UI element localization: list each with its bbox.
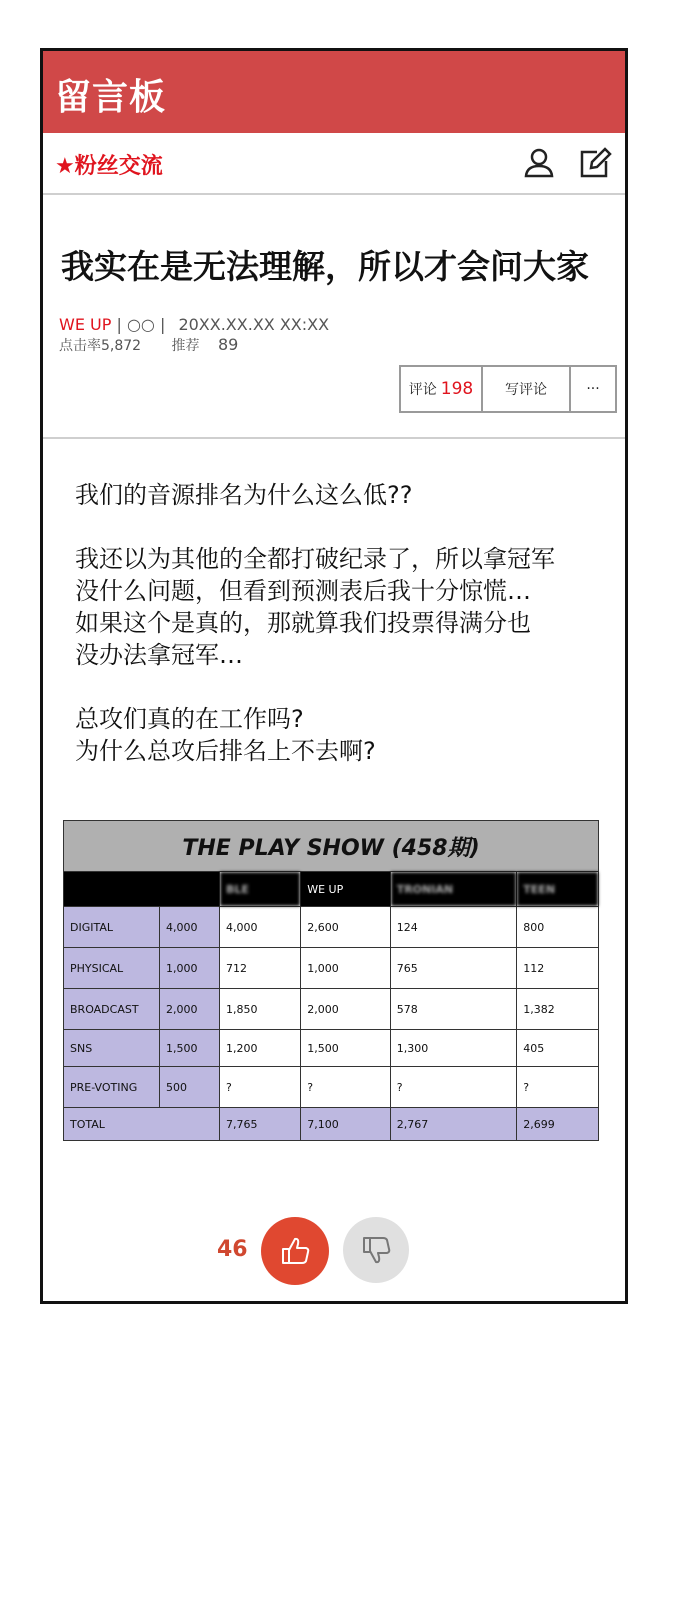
row-label: SNS (64, 1030, 160, 1067)
header-empty (64, 872, 220, 907)
post-meta (59, 315, 329, 334)
cell: 112 (517, 948, 599, 989)
column-header: WE UP (301, 872, 390, 907)
thumbs-up-icon (275, 1231, 315, 1271)
board-header (43, 51, 625, 133)
post-paragraph: 我们的音源排名为什么这么低?? (75, 481, 413, 509)
cell: ? (517, 1067, 599, 1108)
user-icon[interactable] (521, 145, 557, 181)
category-label[interactable]: ★粉丝交流 (55, 154, 163, 179)
board-title: 留言板 (55, 77, 167, 118)
table-row (64, 907, 599, 948)
column-header: BLE (220, 872, 301, 907)
cell: 712 (220, 948, 301, 989)
column-header: TRONIAN (390, 872, 517, 907)
author-suffix: | ○○ | (116, 315, 166, 334)
view-count: 点击率5,872 (59, 338, 142, 354)
dislike-button[interactable] (343, 1217, 409, 1283)
table-header-row (64, 872, 599, 907)
score-table (63, 820, 599, 1141)
row-max: 500 (160, 1067, 220, 1108)
row-label: PRE-VOTING (64, 1067, 160, 1108)
vote-area (217, 1217, 437, 1287)
cell: ? (301, 1067, 390, 1108)
row-label: DIGITAL (64, 907, 160, 948)
post-body (75, 479, 615, 799)
like-count: 46 (217, 1237, 248, 1262)
cell: 578 (390, 989, 517, 1030)
total-cell: 7,765 (220, 1108, 301, 1141)
row-max: 1,500 (160, 1030, 220, 1067)
row-max: 1,000 (160, 948, 220, 989)
cell: 1,200 (220, 1030, 301, 1067)
cell: 1,850 (220, 989, 301, 1030)
cell: 4,000 (220, 907, 301, 948)
write-comment-button[interactable]: 写评论 (483, 367, 571, 411)
table-row (64, 989, 599, 1030)
recommend-label: 推荐 (171, 338, 200, 354)
cell: 1,000 (301, 948, 390, 989)
row-label: BROADCAST (64, 989, 160, 1030)
total-cell: 2,699 (517, 1108, 599, 1141)
cell: 1,500 (301, 1030, 390, 1067)
cell: 405 (517, 1030, 599, 1067)
category-bar (43, 133, 625, 195)
cell: 1,300 (390, 1030, 517, 1067)
cell: 800 (517, 907, 599, 948)
row-label: PHYSICAL (64, 948, 160, 989)
table-row (64, 1030, 599, 1067)
comments-label: 评论 (408, 382, 437, 398)
total-cell: 2,767 (390, 1108, 517, 1141)
comments-button[interactable] (401, 367, 483, 411)
cell: 1,382 (517, 989, 599, 1030)
recommend-count: 89 (218, 335, 239, 354)
post-paragraph: 总攻们真的在工作吗? 为什么总攻后排名上不去啊? (75, 705, 376, 765)
post-datetime: 20XX.XX.XX XX:XX (178, 315, 330, 334)
post-stats (59, 335, 238, 355)
table-title: THE PLAY SHOW (458期) (64, 821, 599, 872)
total-label: TOTAL (64, 1108, 220, 1141)
row-max: 2,000 (160, 989, 220, 1030)
cell: 765 (390, 948, 517, 989)
row-max: 4,000 (160, 907, 220, 948)
cell: 2,600 (301, 907, 390, 948)
edit-icon[interactable] (577, 145, 613, 181)
post-title: 我实在是无法理解，所以才会问大家 (61, 247, 589, 286)
more-button[interactable]: ··· (586, 381, 600, 397)
table-row (64, 1067, 599, 1108)
cell: 2,000 (301, 989, 390, 1030)
column-header: TEEN (517, 872, 599, 907)
cell: ? (220, 1067, 301, 1108)
content-divider (43, 437, 625, 439)
cell: 124 (390, 907, 517, 948)
score-table-image (63, 820, 599, 1141)
message-board-frame (40, 48, 628, 1304)
post-author[interactable]: WE UP (59, 315, 112, 334)
like-button[interactable] (261, 1217, 329, 1285)
total-cell: 7,100 (301, 1108, 390, 1141)
table-total-row (64, 1108, 599, 1141)
cell: ? (390, 1067, 517, 1108)
comments-count: 198 (440, 379, 474, 399)
post-paragraph: 我还以为其他的全都打破纪录了，所以拿冠军 没什么问题，但看到预测表后我十分惊慌… 如果这个是真的，那就算我们投票得满分也 没办法拿冠军… (75, 545, 555, 669)
post-actions (399, 365, 617, 413)
thumbs-down-icon (356, 1230, 396, 1270)
table-row (64, 948, 599, 989)
